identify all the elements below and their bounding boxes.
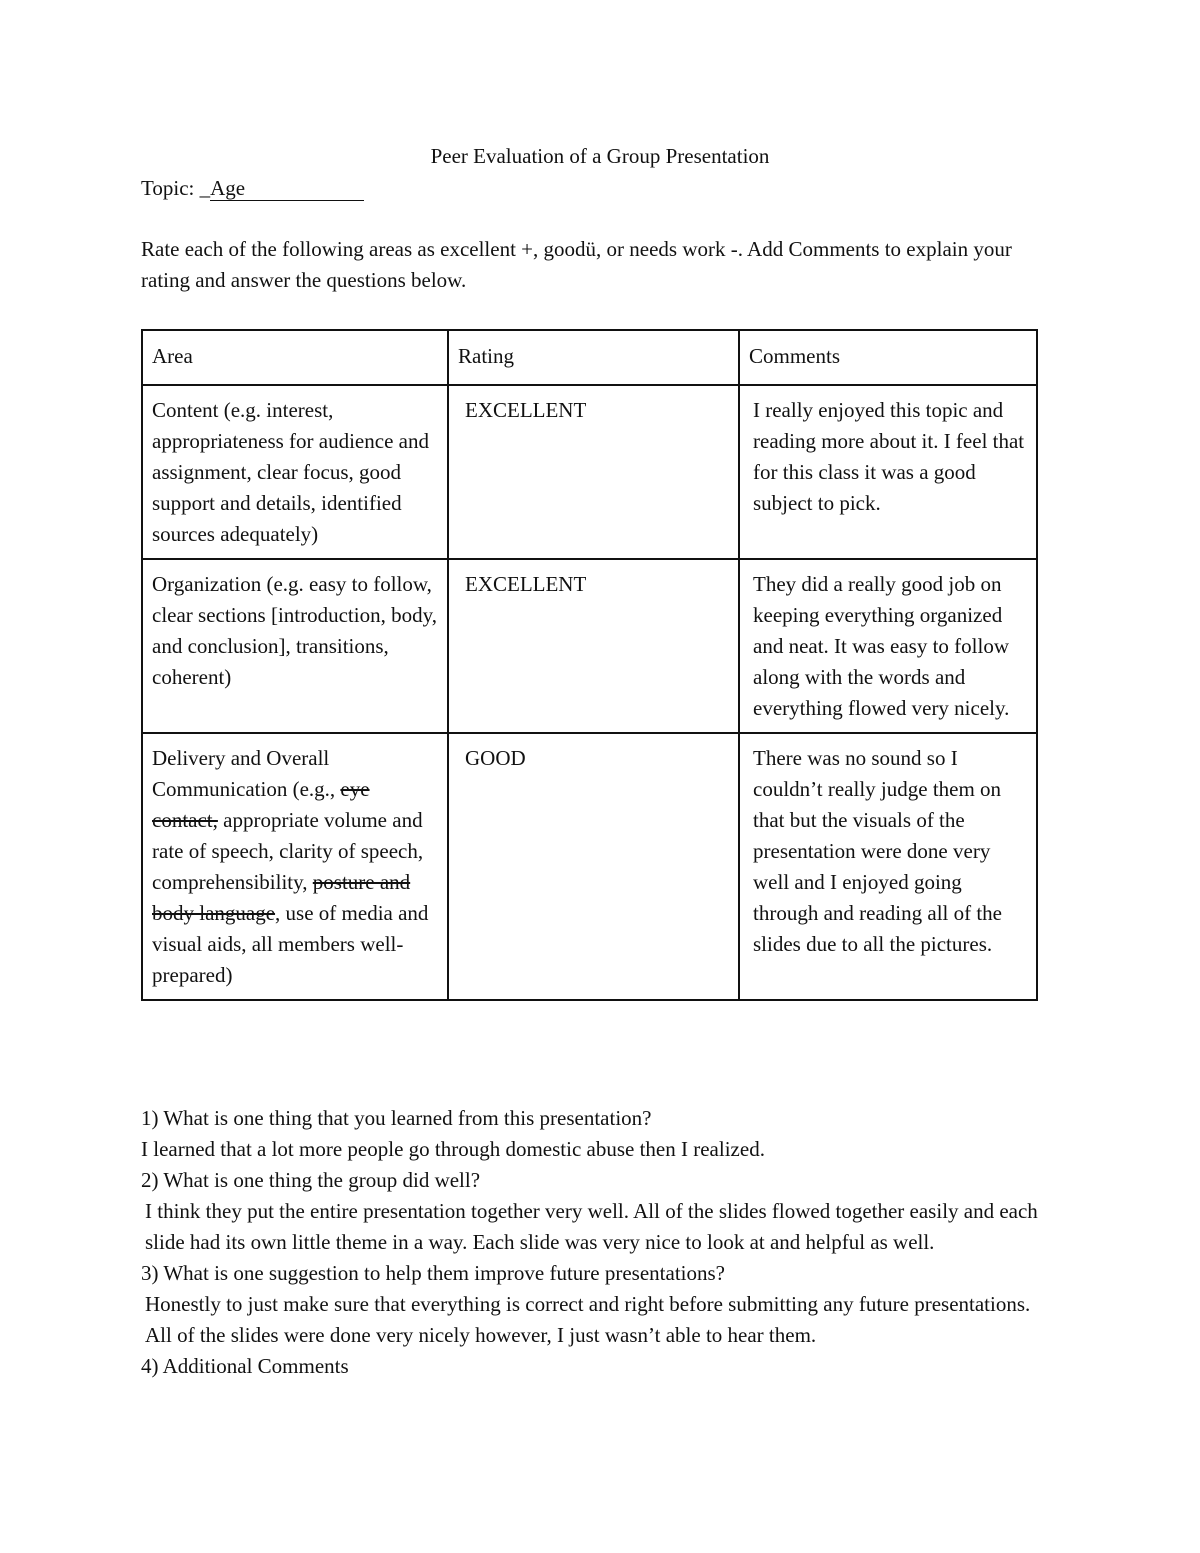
comment-text: I really enjoyed this topic and reading more about it. I feel that for this class it was a good subject to pick. [753,398,1025,515]
question-2: 2) What is one thing the group did well? [141,1168,481,1192]
table-row [142,385,1037,559]
questions-section [141,1103,1041,1382]
rating-cell: EXCELLENT [448,559,739,733]
area-cell [142,385,448,559]
table-row [142,559,1037,733]
struck-text-posture: posture and body language [152,870,411,925]
header-area: Area [142,330,448,385]
rating-cell: EXCELLENT [448,385,739,559]
evaluation-table [141,329,1038,1001]
comment-cell [739,733,1037,1000]
area-text: , use of media and visual aids, all members well-prepared) [152,901,429,987]
comment-text: There was no sound so I couldn’t really judge them on that but the visuals of the presentation were done very well and I enjoyed going through and reading all of the slides due to all the pictures. [753,746,1003,956]
table-header-row [142,330,1037,385]
table-row [142,733,1037,1000]
area-text: Content (e.g. interest, appropriateness for audience and assignment, clear focus, good support and details, identified sources adequately) [152,398,429,546]
area-text: appropriate volume and rate of speech, clarity of speech, comprehensibility, [152,808,424,894]
comment-text: They did a really good job on keeping everything organized and neat. It was easy to follow along with the words and everything flowed very nicely. [753,572,1010,720]
question-3: 3) What is one suggestion to help them improve future presentations? [141,1261,725,1285]
instructions: Rate each of the following areas as excellent +, goodü, or needs work -. Add Comments to explain your rating and answer the questions below. [141,237,1012,292]
header-rating: Rating [448,330,739,385]
area-cell [142,559,448,733]
comment-cell [739,385,1037,559]
topic-value: Age [210,176,364,201]
area-cell [142,733,448,1000]
topic-label: Topic: _ [141,176,211,200]
question-4: 4) Additional Comments [141,1354,349,1378]
area-text: Organization (e.g. easy to follow, clear sections [introduction, body, and conclusion], transitions, coherent) [152,572,437,689]
answer-1: I learned that a lot more people go through domestic abuse then I realized. [141,1137,765,1161]
rating-cell: GOOD [448,733,739,1000]
header-comments: Comments [739,330,1037,385]
page-title: Peer Evaluation of a Group Presentation [430,144,770,168]
comment-cell [739,559,1037,733]
topic-line [141,173,364,204]
struck-text-eye-contact: eye contact, [152,777,370,832]
answer-2: I think they put the entire presentation together very well. All of the slides flowed together easily and each slide had its own little theme in a way. Each slide was very nice to look at and helpful as well. [145,1199,1038,1254]
area-text: Delivery and Overall Communication (e.g., [152,746,341,801]
question-1: 1) What is one thing that you learned from this presentation? [141,1106,652,1130]
answer-3: Honestly to just make sure that everything is correct and right before submitting any future presentations. All of the slides were done very nicely however, I just wasn’t able to hear them. [145,1292,1031,1347]
